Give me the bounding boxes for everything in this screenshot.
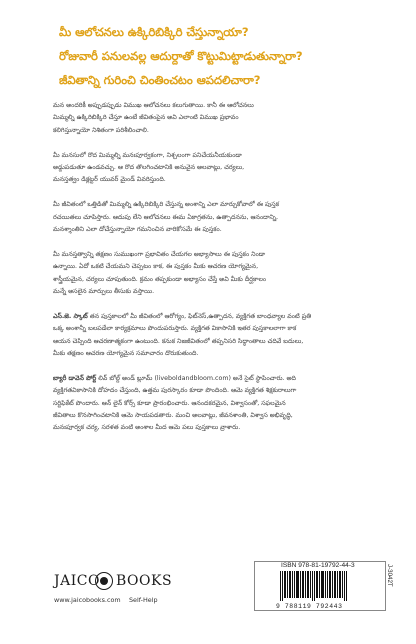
publisher-website: www.jaicobooks.com bbox=[54, 596, 121, 604]
paragraph-intro: మన అందరికీ అప్పుడప్పుడు విముఖ ఆలోచనలు కలుగుతాయి. కానీ ఈ ఆలోచనలు మిమ్మల్ని ఉక్కిరిబిక్కిరి చేస్తూ ఉంటే జీవితంపైన అవి ఎలాంటి విముఖ ప్రభావం కలిగిస్తున్నాయో నిశితంగా పరిశీలించాలి. bbox=[53, 102, 254, 134]
publisher-logo-text-right: BOOKS bbox=[116, 573, 173, 589]
barcode-icon bbox=[280, 571, 348, 601]
isbn-digits: 9 788119 792443 bbox=[276, 603, 343, 610]
headline-line-1: మీ ఆలోచనలు ఉక్కిరిబిక్కిరి చేస్తున్నాయా? bbox=[59, 25, 249, 39]
headline-line-2: రోజువారీ పనులవల్ల ఆదుర్దాతో కొట్టుమిట్టాడుతున్నారా? bbox=[59, 49, 303, 63]
paragraph-author-davenport: బ్యారీ డావెన్ పోర్ట్ లివ్ బోల్డ్ అండ్ బ్లూమ్ (liveboldandbloom.com) అనే సైట్ స్థాపించారు. అది వ్యక్తిగతవికాసానికి దోహదం చేస్తుంది, ఉత్తమ పురస్కారం కూడా పొందింది. ఆమె వ్యక్తిగత శిక్షకురాలుగా సర్టిఫికేట్ పొందారు. ఆన్ లైన్ కోర్స్ కూడా ప్రారంభించారు. ఆనందకరమైన, విశ్వాసంతో, సఫలమైన జీవితాలు కొనసాగించటానికి ఆమె సాయపడతారు. మంచి అలవాట్లు, జీవనశాంతి, విశ్వాస అభివృద్ధి, మనఃపూర్వక చర్య, సరళత వంటి అంశాల మీద ఆమె పలు పుస్తకాలు వ్రాశారు. bbox=[53, 374, 297, 432]
author-name-davenport: బ్యారీ డావెన్ పోర్ట్ bbox=[53, 374, 97, 382]
paragraph-noise: మీ మనసులో రొద మిమ్మల్ని మనఃపూర్వకంగా, నిశ్చలంగా పనిచేయనీయకుండా అడ్డుపడుతూ ఉండవచ్చు. ఆ రొద తొలగించటానికి అనువైన అలవాట్లు, చర్యలు, మనస్తత్వం డిక్లట్టర్ యువర్ మైండ్ వివరిస్తుంది. bbox=[53, 151, 245, 184]
headline-line-3: జీవితాన్ని గురించి చింతించటం ఆపదలిచారా? bbox=[59, 73, 261, 87]
paragraph-authors-show: మీ జీవితంలో ఒత్తిడితో మిమ్మల్ని ఉక్కిరిబిక్కిరి చేస్తున్న అంశాన్ని ఎలా మార్చుకోవాలో ఈ పుస్తక రచయితలు చూపిస్తారు. ఆదుపు లేని ఆలోచనలు ఈమ ఏకాగ్రతను, ఉత్పాదనను, ఆనందాన్ని, మనశ్శాంతిని ఎలా దోచేస్తున్నాయో గమనించిన వారికోసమే ఈ పుస్తకం. bbox=[53, 201, 279, 234]
blurb-body bbox=[53, 100, 383, 435]
paragraph-author-scott: ఎస్.జె. స్కాట్ తన పుస్తకాలలో మీ జీవితంలో ఆరోగ్యం, ఫిట్‌నెస్,ఉత్పాదన, వ్యక్తిగత బాంధవ్యాల వంటి ప్రతి ఒక్క అంశాన్నీ బలపడేలా కార్యక్రమాలు పొందుపరుస్తారు. వ్యక్తిగత వికాసానికి ఇతర పుస్తకాలలాగా కాక ఆయన చెప్పింది ఆచరణాత్మకంగా ఉంటుంది. కనుక నిజజీవితంలో తప్పనిసరి సిద్ధాంతాలు చదివే బదులు, మీకు తక్షణం ఆచరణ యోగ్యమైన సమాచారం దొరుకుతుంది. bbox=[53, 312, 312, 358]
book-category: Self-Help bbox=[129, 596, 158, 604]
publisher-emblem-icon bbox=[95, 572, 113, 590]
price-code: J-3042T bbox=[386, 564, 393, 587]
headline-block bbox=[59, 20, 399, 92]
publisher-logo-text-left: JAICO bbox=[54, 573, 100, 589]
paragraph-exercises: మీ మనస్తత్వాన్ని తక్షణం సుముఖంగా ప్రభావితం చేయగల అభ్యాసాలు ఈ పుస్తకం నిండా ఉన్నాయి. ఏదో ఒకటి చేయమని చెప్పటం కాక, ఈ పుస్తకం మీకు ఆచరణ యోగ్యమైన, శాస్త్రీయమైన, చర్యలు చూపుతుంది. క్రమం తప్పకుండా అభ్యాసం చేస్తే అవి మీకు దీర్ఘకాలం మన్నే అసలైన మార్పులు తీసుకు వస్తాయి. bbox=[53, 250, 267, 296]
isbn-label: ISBN 978-81-19792-44-3 bbox=[281, 562, 355, 569]
author-name-scott: ఎస్.జె. స్కాట్ bbox=[53, 312, 88, 320]
